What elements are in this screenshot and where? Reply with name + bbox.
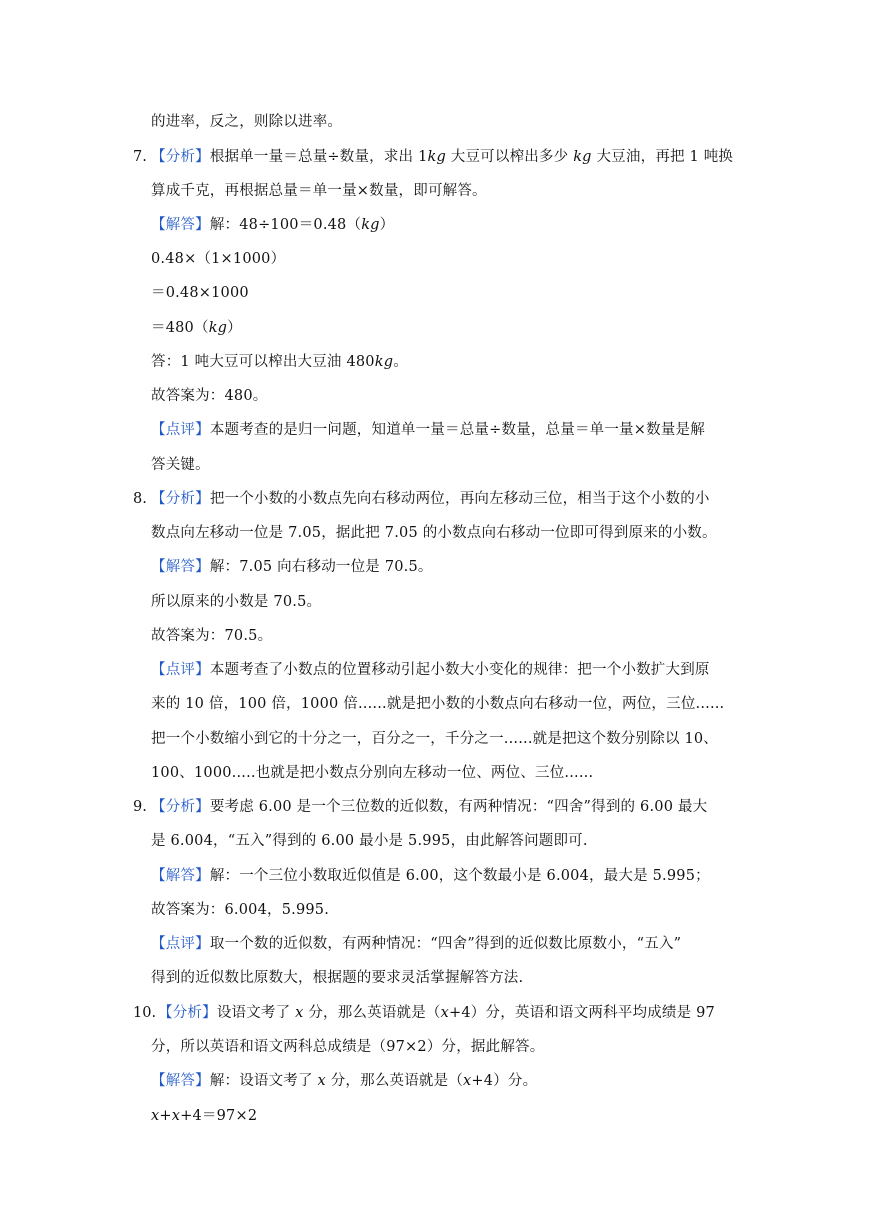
- q9-solution-line-1: [151, 866, 710, 886]
- q8-number: 8.: [133, 491, 147, 507]
- q7-solution-line-4: [151, 318, 242, 338]
- solution-tag: 【解答】: [151, 217, 210, 233]
- q9-final-answer: 故答案为：6.004，5.995.: [151, 902, 330, 918]
- q7-answer-b: 。: [393, 354, 408, 370]
- unit-kg: kg: [361, 217, 380, 233]
- solution-tag: 【解答】: [151, 559, 210, 575]
- intro-line: [151, 112, 342, 132]
- q10-analysis-line-1: [158, 1003, 715, 1023]
- q7-analysis-line-2: 算成千克，再根据总量＝单一量×数量，即可解答。: [151, 183, 487, 199]
- q9-solution-text: 解：一个三位小数取近似值是 6.00，这个数最小是 6.004，最大是 5.995；: [209, 868, 710, 884]
- q7-solution-text-a: 解：48÷100＝0.48（: [209, 217, 362, 233]
- q9-analysis-text: 要考虑 6.00 是一个三位数的近似数，有两种情况：“四舍”得到的 6.00 最大: [209, 799, 708, 815]
- analysis-tag: 【分析】: [158, 1005, 217, 1021]
- comment-tag: 【点评】: [151, 662, 210, 678]
- q9-analysis-line-1: [151, 797, 707, 817]
- q8-solution-line-1: [151, 557, 433, 577]
- plus-sign: +: [159, 1108, 172, 1124]
- q9-number: 9.: [133, 799, 147, 815]
- solution-tag: 【解答】: [151, 1073, 210, 1089]
- q7-final-answer: 故答案为：480。: [151, 388, 268, 404]
- q8-comment-line-2: 来的 10 倍，100 倍，1000 倍......就是把小数的小数点向右移动一位，两位，三位......: [151, 696, 725, 712]
- q10-analysis-line-2: 分，所以英语和语文两科总成绩是（97×2）分，据此解答。: [151, 1039, 545, 1055]
- q10-solution-a: 解：设语文考了: [209, 1073, 318, 1089]
- q7-solution-line-1: [151, 215, 394, 235]
- q7-analysis-text-b: 大豆可以榨出多少: [445, 149, 574, 165]
- q10-solution-line-1: [151, 1071, 537, 1091]
- q7-answer-line: [151, 352, 408, 372]
- q8-analysis-text: 把一个小数的小数点先向右移动两位，再向左移动三位，相当于这个小数的小: [209, 491, 710, 507]
- variable-x: x: [151, 1108, 160, 1124]
- variable-x: x: [463, 1073, 472, 1089]
- q7-comment-line-2: 答关键。: [151, 457, 210, 473]
- unit-kg: kg: [374, 354, 394, 370]
- q9-comment-text: 取一个数的近似数，有两种情况：“四舍”得到的近似数比原数小，“五入”: [209, 936, 682, 952]
- q7-solution-line-3: ＝0.48×1000: [151, 285, 249, 301]
- q8-solution-text: 解：7.05 向右移动一位是 70.5。: [209, 559, 433, 575]
- variable-x: x: [317, 1073, 326, 1089]
- analysis-tag: 【分析】: [151, 149, 210, 165]
- unit-kg: kg: [208, 320, 228, 336]
- q7-analysis-line-1: [151, 147, 733, 167]
- q7-solution-l4-a: ＝480（: [151, 320, 209, 336]
- q8-final-answer: 故答案为：70.5。: [151, 628, 273, 644]
- q7-number: 7.: [133, 149, 147, 165]
- unit-kg: kg: [427, 149, 446, 165]
- q10-solution-b: 分，那么英语就是（: [325, 1073, 464, 1089]
- q9-comment-line-1: [151, 934, 681, 954]
- q8-comment-line-3: 把一个小数缩小到它的十分之一，百分之一，千分之一......就是把这个数分别除以 10、: [151, 731, 719, 747]
- q10-analysis-b: 分，那么英语就是（: [303, 1005, 441, 1021]
- q7-solution-l4-b: ）: [227, 320, 242, 336]
- analysis-tag: 【分析】: [151, 491, 210, 507]
- q7-solution-line-2: 0.48×（1×1000）: [151, 251, 286, 267]
- comment-tag: 【点评】: [151, 422, 210, 438]
- q7-analysis-text-c: 大豆油，再把 1 吨换: [591, 149, 734, 165]
- q8-comment-line-4: 100、1000.....也就是把小数点分别向左移动一位、两位、三位......: [151, 765, 594, 781]
- solution-tag: 【解答】: [151, 868, 210, 884]
- q7-analysis-text-a: 根据单一量＝总量÷数量，求出 1: [209, 149, 428, 165]
- q10-number: 10.: [133, 1005, 157, 1021]
- q8-analysis-line-2: 数点向左移动一位是 7.05，据此把 7.05 的小数点向右移动一位即可得到原来的小数。: [151, 525, 717, 541]
- q9-analysis-line-2: 是 6.004，“五入”得到的 6.00 最小是 5.995，由此解答问题即可.: [151, 833, 588, 849]
- comment-tag: 【点评】: [151, 936, 210, 952]
- q8-analysis-line-1: [151, 489, 710, 509]
- variable-x: x: [295, 1005, 304, 1021]
- variable-x: x: [440, 1005, 450, 1021]
- q7-comment-text: 本题考查的是归一问题，知道单一量＝总量÷数量，总量＝单一量×数量是解: [209, 422, 705, 438]
- unit-kg: kg: [573, 149, 592, 165]
- variable-x: x: [171, 1108, 181, 1124]
- q9-comment-line-2: 得到的近似数比原数大，根据题的要求灵活掌握解答方法.: [151, 970, 524, 986]
- intro-text: 的进率，反之，则除以进率。: [151, 114, 343, 130]
- q10-analysis-a: 设语文考了: [216, 1005, 296, 1021]
- q7-solution-text-b: ）: [379, 217, 395, 233]
- q7-comment-line-1: [151, 420, 705, 440]
- q8-solution-line-2: 所以原来的小数是 70.5。: [151, 594, 322, 610]
- q8-comment-text: 本题考查了小数点的位置移动引起小数大小变化的规律：把一个小数扩大到原: [209, 662, 710, 678]
- q10-solution-c: +4）分。: [471, 1073, 538, 1089]
- q8-comment-line-1: [151, 660, 710, 680]
- q10-equation-rest: +4＝97×2: [180, 1108, 258, 1124]
- q10-analysis-c: +4）分，英语和语文两科平均成绩是 97: [449, 1005, 715, 1021]
- q7-answer-a: 答：1 吨大豆可以榨出大豆油 480: [151, 354, 375, 370]
- analysis-tag: 【分析】: [151, 799, 210, 815]
- q10-equation-line: [151, 1106, 257, 1126]
